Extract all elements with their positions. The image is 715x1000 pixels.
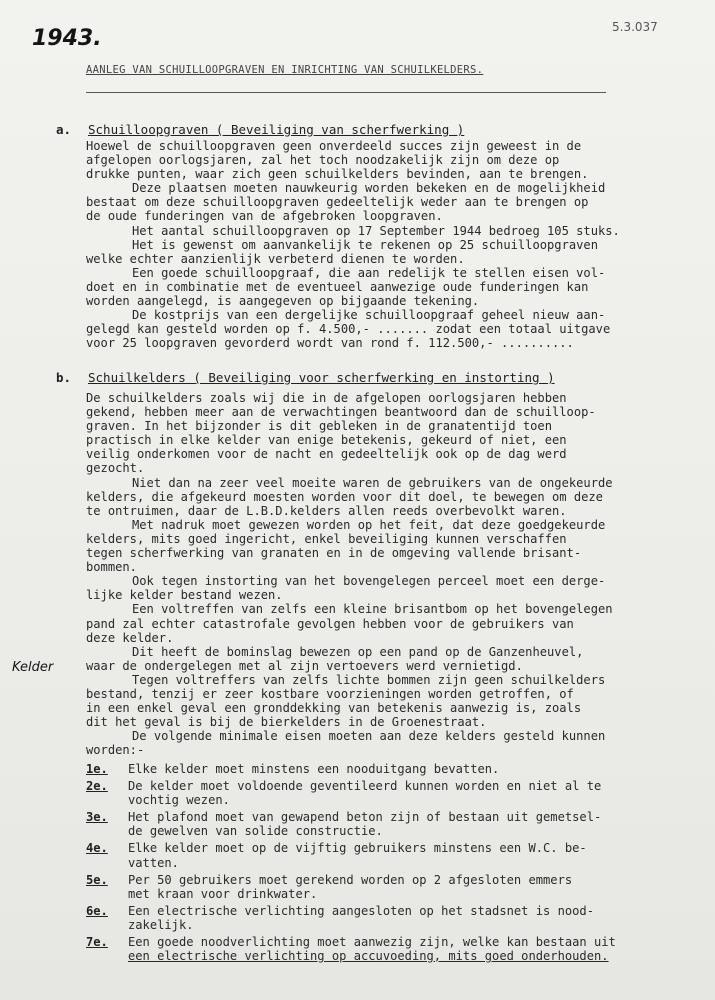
section-b-line: dit het geval is bij de bierkelders in de Groenestraat. [86,715,487,730]
section-b-line: pand zal echter catastrofale gevolgen hebben voor de gebruikers van [86,616,574,631]
list-item-text: een electrische verlichting op accuvoeding, mits goed onderhouden. [128,949,609,964]
section-a-heading [56,122,464,137]
list-item [86,935,712,963]
section-b-line: Niet dan na zeer veel moeite waren de gebruikers van de ongekeurde [132,475,613,490]
section-a-line: Een goede schuilloopgraaf, die aan redelijk te stellen eisen vol- [132,265,606,280]
section-a-line: gelegd kan gesteld worden op f. 4.500,- ....... zodat een totaal uitgave [86,322,611,337]
section-a-line: De kostprijs van een dergelijke schuilloopgraaf geheel nieuw aan- [132,308,606,323]
list-item-text: Een goede noodverlichting moet aanwezig zijn, welke kan bestaan uit [128,935,616,950]
section-b-line: worden:- [86,743,145,758]
list-item-text: vochtig wezen. [128,793,230,808]
section-b-line: De schuilkelders zoals wij die in de afgelopen oorlogsjaren hebben [86,391,567,405]
section-b-line: graven. In het bijzonder is dit gebleken in de granatentijd toen [86,419,552,434]
section-b-title: Schuilkelders ( Beveiliging voor scherfwerking en instorting ) [88,370,555,385]
section-b-line: lijke kelder bestand wezen. [86,588,283,603]
section-a-line: de oude funderingen van de afgebroken loopgraven. [86,209,443,224]
list-item-text: Elke kelder moet minstens een nooduitgang bevatten. [128,762,500,776]
list-item-text: vatten. [128,855,179,870]
section-a-line: Het is gewenst om aanvankelijk te rekenen op 25 schuilloopgraven [132,237,598,252]
section-a-title: Schuilloopgraven ( Beveiliging van scherfwerking ) [88,122,465,137]
section-a-line: Hoewel de schuilloopgraven geen onverdeeld succes zijn geweest in de [86,139,582,153]
section-a-number: a. [56,122,72,137]
section-b-line: deze kelder. [86,630,174,645]
section-b-line: te ontruimen, daar de L.B.D.kelders allen reeds overbevolkt waren. [86,503,567,518]
section-b-line: kelders, die afgekeurd moesten worden voor dit doel, te bewegen om deze [86,489,603,504]
title-underline [86,92,606,93]
section-a-line: doet en in combinatie met de eventueel aanwezige oude funderingen kan [86,279,589,294]
list-item-number: 6e. [86,903,108,918]
section-b-line: veilig onderkomen voor de nacht en gedeeltelijk ook op de dag werd [86,447,567,462]
list-item-text: Per 50 gebruikers moet gerekend worden op 2 afgesloten emmers [128,872,573,887]
section-a-line: voor 25 loopgraven gevorderd wordt van rond f. 112.500,- .......... [86,336,574,351]
section-b-line: Dit heeft de bominslag bewezen op een pand op de Ganzenheuvel, [132,644,584,659]
handwritten-year: 1943. [32,26,102,51]
list-item [86,810,712,838]
section-b-line: Een voltreffen van zelfs een kleine brisantbom op het bovengelegen [132,602,613,617]
list-item-number: 3e. [86,810,108,825]
section-b-line: Met nadruk moet gewezen worden op het feit, dat deze goedgekeurde [132,517,606,532]
section-b-line: kelders, mits goed ingericht, enkel beveiliging kunnen verschaffen [86,531,567,546]
section-a-line: Het aantal schuilloopgraven op 17 September 1944 bedroeg 105 stuks. [132,223,620,238]
list-item [86,904,712,932]
list-item-number: 4e. [86,841,108,856]
list-item-text: zakelijk. [128,917,194,932]
section-b-line: Tegen voltreffers van zelfs lichte bommen zijn geen schuilkelders [132,672,606,687]
section-b-line: in een enkel geval een gronddekking van betekenis aanwezig is, zoals [86,701,582,716]
section-a-line: afgelopen oorlogsjaren, zal het toch noodzakelijk zijn om deze op [86,153,560,168]
list-item-number: 5e. [86,872,108,887]
section-b-body [86,391,712,757]
requirements-list [86,762,712,963]
list-item-text: met kraan voor drinkwater. [128,886,318,901]
section-b-line: practisch in elke kelder van enige betekenis, gekeurd of niet, een [86,433,567,448]
list-item-number: 7e. [86,935,108,950]
section-b-line: waar de ondergelegen met al zijn vertoevers werd vernietigd. [86,658,523,673]
list-item [86,762,712,776]
list-item-text: de gewelven van solide constructie. [128,824,383,839]
list-item-number: 2e. [86,779,108,794]
section-b-line: gekend, hebben meer aan de verwachtingen beantwoord dan de schuilloop- [86,405,596,420]
list-item [86,841,712,869]
list-item [86,779,712,807]
section-a-line: drukke punten, waar zich geen schuilkelders bevinden, aan te brengen. [86,167,589,182]
section-b-number: b. [56,370,72,385]
section-b-heading [56,370,555,385]
section-b-line: De volgende minimale eisen moeten aan deze kelders gesteld kunnen [132,729,606,744]
section-b-line: tegen scherfwerking van granaten en in de omgeving vallende brisant- [86,546,582,561]
section-b-line: Ook tegen instorting van het bovengelegen perceel moet een derge- [132,574,606,589]
section-a-line: bestaat om deze schuilloopgraven gedeeltelijk weder aan te brengen op [86,195,589,210]
section-b-line: gezocht. [86,461,145,476]
list-item-text: De kelder moet voldoende geventileerd kunnen worden en niet al te [128,779,602,794]
section-a-line: worden aangelegd, is aangegeven op bijgaande tekening. [86,294,480,309]
archive-reference: 5.3.037 [612,20,658,34]
section-a-body [86,139,712,350]
margin-note: Kelder [12,660,54,675]
section-b-line: bommen. [86,560,137,575]
document-title: AANLEG VAN SCHUILLOOPGRAVEN EN INRICHTING VAN SCHUILKELDERS. [86,64,484,76]
list-item-number: 1e. [86,762,108,776]
list-item [86,873,712,901]
section-a-line: welke echter aanzienlijk verbeterd dienen te worden. [86,251,465,266]
section-a-line: Deze plaatsen moeten nauwkeurig worden bekeken en de mogelijkheid [132,181,606,196]
list-item-text: Elke kelder moet op de vijftig gebruikers minstens een W.C. be- [128,841,587,856]
section-b-line: bestand, tenzij er zeer kostbare voorzieningen worden getroffen, of [86,686,574,701]
list-item-text: Een electrische verlichting aangesloten op het stadsnet is nood- [128,903,594,918]
list-item-text: Het plafond moet van gewapend beton zijn of bestaan uit gemetsel- [128,810,602,825]
